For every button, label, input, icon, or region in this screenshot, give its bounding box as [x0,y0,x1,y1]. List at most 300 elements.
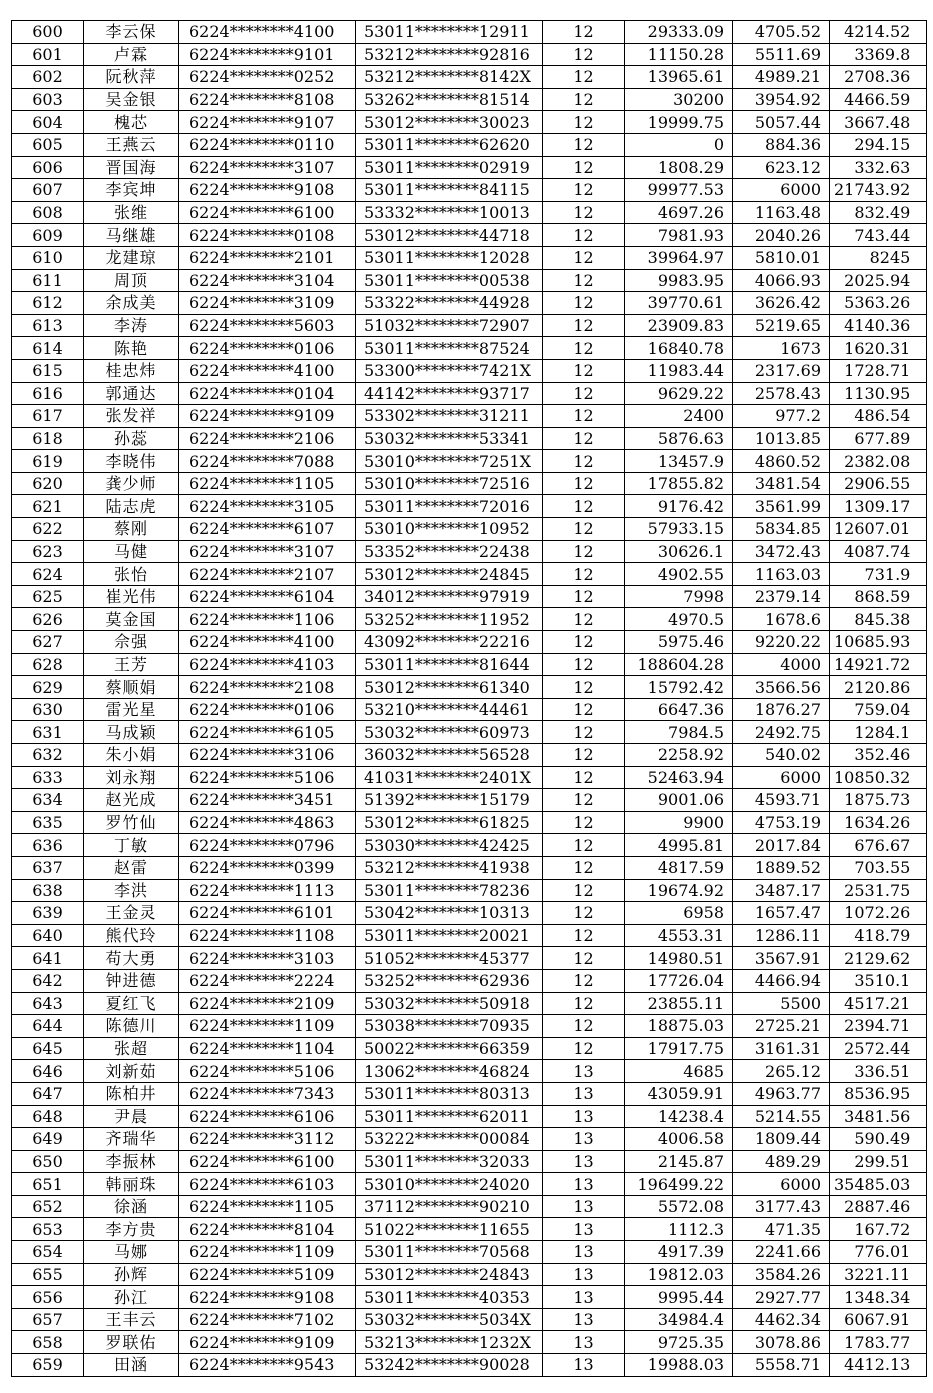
table-row [12,1150,927,1173]
amount-1-cell: 4902.55 [625,563,733,586]
amount-3-cell: 868.59 [830,585,927,608]
amount-2-cell: 5214.55 [733,1105,830,1128]
person-name-cell: 马继雄 [84,224,179,247]
row-number-cell: 602 [12,66,84,89]
table-row [12,1286,927,1309]
amount-3-cell: 486.54 [830,405,927,428]
amount-2-cell: 2379.14 [733,585,830,608]
table-row [12,179,927,202]
amount-3-cell: 4517.21 [830,992,927,1015]
amount-2-cell: 540.02 [733,744,830,767]
person-name-cell: 张维 [84,201,179,224]
row-number-cell: 642 [12,969,84,992]
amount-3-cell: 4412.13 [830,1354,927,1377]
amount-2-cell: 9220.22 [733,631,830,654]
bank-card-number-cell: 6224********6106 [179,1105,356,1128]
person-name-cell: 马健 [84,540,179,563]
amount-3-cell: 1620.31 [830,337,927,360]
bank-card-number-cell: 6224********9108 [179,179,356,202]
amount-3-cell: 1875.73 [830,789,927,812]
amount-1-cell: 5876.63 [625,427,733,450]
amount-3-cell: 1728.71 [830,359,927,382]
id-number-cell: 44142********93717 [356,382,543,405]
amount-3-cell: 418.79 [830,924,927,947]
amount-1-cell: 5572.08 [625,1195,733,1218]
table-row [12,156,927,179]
bank-card-number-cell: 6224********2107 [179,563,356,586]
id-number-cell: 36032********56528 [356,744,543,767]
person-name-cell: 佘强 [84,631,179,654]
month-count-cell: 13 [543,1241,625,1264]
amount-3-cell: 731.9 [830,563,927,586]
row-number-cell: 630 [12,698,84,721]
id-number-cell: 53011********62620 [356,133,543,156]
amount-3-cell: 21743.92 [830,179,927,202]
month-count-cell: 12 [543,359,625,382]
row-number-cell: 643 [12,992,84,1015]
bank-card-number-cell: 6224********8104 [179,1218,356,1241]
id-number-cell: 53210********44461 [356,698,543,721]
month-count-cell: 12 [543,721,625,744]
table-row [12,246,927,269]
bank-card-number-cell: 6224********4100 [179,359,356,382]
month-count-cell: 13 [543,1286,625,1309]
person-name-cell: 蔡刚 [84,518,179,541]
row-number-cell: 653 [12,1218,84,1241]
amount-3-cell: 4140.36 [830,314,927,337]
amount-3-cell: 1634.26 [830,811,927,834]
row-number-cell: 638 [12,879,84,902]
row-number-cell: 629 [12,676,84,699]
table-row [12,472,927,495]
amount-1-cell: 6647.36 [625,698,733,721]
table-row [12,1241,927,1264]
amount-1-cell: 52463.94 [625,766,733,789]
month-count-cell: 13 [543,1195,625,1218]
amount-1-cell: 4006.58 [625,1128,733,1151]
table-row [12,653,927,676]
bank-card-number-cell: 6224********1105 [179,472,356,495]
id-number-cell: 53030********42425 [356,834,543,857]
bank-card-number-cell: 6224********1106 [179,608,356,631]
amount-2-cell: 5810.01 [733,246,830,269]
table-row [12,43,927,66]
table-row [12,1082,927,1105]
month-count-cell: 12 [543,518,625,541]
amount-3-cell: 1072.26 [830,902,927,925]
person-name-cell: 吴金银 [84,88,179,111]
amount-1-cell: 7984.5 [625,721,733,744]
id-number-cell: 41031********2401X [356,766,543,789]
row-number-cell: 646 [12,1060,84,1083]
records-table [11,20,927,1377]
month-count-cell: 13 [543,1082,625,1105]
id-number-cell: 13062********46824 [356,1060,543,1083]
month-count-cell: 13 [543,1150,625,1173]
amount-1-cell: 5975.46 [625,631,733,654]
bank-card-number-cell: 6224********9109 [179,405,356,428]
table-row [12,902,927,925]
row-number-cell: 627 [12,631,84,654]
id-number-cell: 53038********70935 [356,1015,543,1038]
table-row [12,811,927,834]
amount-2-cell: 3584.26 [733,1263,830,1286]
person-name-cell: 李晓伟 [84,450,179,473]
amount-1-cell: 17917.75 [625,1037,733,1060]
amount-1-cell: 9983.95 [625,269,733,292]
bank-card-number-cell: 6224********2106 [179,427,356,450]
amount-2-cell: 2040.26 [733,224,830,247]
amount-1-cell: 0 [625,133,733,156]
table-row [12,744,927,767]
bank-card-number-cell: 6224********4100 [179,21,356,44]
person-name-cell: 孙蕊 [84,427,179,450]
row-number-cell: 634 [12,789,84,812]
row-number-cell: 632 [12,744,84,767]
amount-3-cell: 743.44 [830,224,927,247]
row-number-cell: 655 [12,1263,84,1286]
table-row [12,201,927,224]
id-number-cell: 53011********81644 [356,653,543,676]
month-count-cell: 12 [543,133,625,156]
person-name-cell: 余成美 [84,292,179,315]
table-row [12,88,927,111]
amount-3-cell: 10685.93 [830,631,927,654]
person-name-cell: 马成颖 [84,721,179,744]
row-number-cell: 606 [12,156,84,179]
amount-2-cell: 5500 [733,992,830,1015]
id-number-cell: 53011********78236 [356,879,543,902]
amount-3-cell: 5363.26 [830,292,927,315]
bank-card-number-cell: 6224********1105 [179,1195,356,1218]
row-number-cell: 614 [12,337,84,360]
table-row [12,111,927,134]
month-count-cell: 12 [543,563,625,586]
amount-3-cell: 4466.59 [830,88,927,111]
amount-2-cell: 5057.44 [733,111,830,134]
row-number-cell: 617 [12,405,84,428]
row-number-cell: 601 [12,43,84,66]
person-name-cell: 赵雷 [84,856,179,879]
bank-card-number-cell: 6224********2101 [179,246,356,269]
amount-2-cell: 3078.86 [733,1331,830,1354]
person-name-cell: 苟大勇 [84,947,179,970]
table-row [12,1308,927,1331]
row-number-cell: 607 [12,179,84,202]
amount-1-cell: 13965.61 [625,66,733,89]
person-name-cell: 韩丽珠 [84,1173,179,1196]
id-number-cell: 53011********12028 [356,246,543,269]
bank-card-number-cell: 6224********4100 [179,631,356,654]
person-name-cell: 蔡顺娟 [84,676,179,699]
amount-1-cell: 16840.78 [625,337,733,360]
amount-2-cell: 6000 [733,766,830,789]
bank-card-number-cell: 6224********1108 [179,924,356,947]
id-number-cell: 53252********62936 [356,969,543,992]
person-name-cell: 卢霖 [84,43,179,66]
row-number-cell: 645 [12,1037,84,1060]
id-number-cell: 53011********70568 [356,1241,543,1264]
month-count-cell: 13 [543,1218,625,1241]
row-number-cell: 631 [12,721,84,744]
amount-2-cell: 623.12 [733,156,830,179]
amount-2-cell: 3954.92 [733,88,830,111]
row-number-cell: 656 [12,1286,84,1309]
bank-card-number-cell: 6224********6103 [179,1173,356,1196]
table-row [12,224,927,247]
person-name-cell: 槐芯 [84,111,179,134]
id-number-cell: 53300********7421X [356,359,543,382]
bank-card-number-cell: 6224********6100 [179,1150,356,1173]
month-count-cell: 12 [543,156,625,179]
table-row [12,721,927,744]
person-name-cell: 龙建琼 [84,246,179,269]
person-name-cell: 钟进德 [84,969,179,992]
amount-2-cell: 6000 [733,1173,830,1196]
amount-3-cell: 6067.91 [830,1308,927,1331]
person-name-cell: 王芳 [84,653,179,676]
person-name-cell: 赵光成 [84,789,179,812]
amount-2-cell: 4593.71 [733,789,830,812]
amount-2-cell: 977.2 [733,405,830,428]
row-number-cell: 626 [12,608,84,631]
amount-1-cell: 29333.09 [625,21,733,44]
amount-2-cell: 4066.93 [733,269,830,292]
bank-card-number-cell: 6224********1109 [179,1015,356,1038]
amount-2-cell: 1286.11 [733,924,830,947]
person-name-cell: 陈艳 [84,337,179,360]
amount-1-cell: 2145.87 [625,1150,733,1173]
amount-3-cell: 4087.74 [830,540,927,563]
id-number-cell: 53352********22438 [356,540,543,563]
amount-1-cell: 6958 [625,902,733,925]
amount-3-cell: 2025.94 [830,269,927,292]
month-count-cell: 13 [543,1173,625,1196]
month-count-cell: 12 [543,834,625,857]
id-number-cell: 51022********11655 [356,1218,543,1241]
month-count-cell: 12 [543,902,625,925]
amount-1-cell: 19988.03 [625,1354,733,1377]
month-count-cell: 12 [543,450,625,473]
id-number-cell: 53012********61825 [356,811,543,834]
amount-1-cell: 188604.28 [625,653,733,676]
month-count-cell: 12 [543,766,625,789]
bank-card-number-cell: 6224********1113 [179,879,356,902]
table-row [12,608,927,631]
amount-1-cell: 23855.11 [625,992,733,1015]
person-name-cell: 孙江 [84,1286,179,1309]
amount-3-cell: 2906.55 [830,472,927,495]
month-count-cell: 12 [543,382,625,405]
table-row [12,676,927,699]
id-number-cell: 53322********44928 [356,292,543,315]
amount-1-cell: 11150.28 [625,43,733,66]
amount-1-cell: 18875.03 [625,1015,733,1038]
amount-2-cell: 2927.77 [733,1286,830,1309]
row-number-cell: 654 [12,1241,84,1264]
month-count-cell: 12 [543,111,625,134]
bank-card-number-cell: 6224********3104 [179,269,356,292]
month-count-cell: 12 [543,1015,625,1038]
amount-3-cell: 2572.44 [830,1037,927,1060]
id-number-cell: 53011********20021 [356,924,543,947]
amount-1-cell: 196499.22 [625,1173,733,1196]
amount-1-cell: 30626.1 [625,540,733,563]
month-count-cell: 12 [543,179,625,202]
amount-2-cell: 1657.47 [733,902,830,925]
amount-1-cell: 9995.44 [625,1286,733,1309]
id-number-cell: 53262********81514 [356,88,543,111]
month-count-cell: 12 [543,969,625,992]
row-number-cell: 624 [12,563,84,586]
bank-card-number-cell: 6224********8108 [179,88,356,111]
table-row [12,879,927,902]
amount-1-cell: 4970.5 [625,608,733,631]
bank-card-number-cell: 6224********0106 [179,337,356,360]
amount-2-cell: 1013.85 [733,427,830,450]
amount-3-cell: 35485.03 [830,1173,927,1196]
amount-1-cell: 9176.42 [625,495,733,518]
bank-card-number-cell: 6224********9543 [179,1354,356,1377]
row-number-cell: 605 [12,133,84,156]
amount-3-cell: 8245 [830,246,927,269]
row-number-cell: 651 [12,1173,84,1196]
amount-1-cell: 1112.3 [625,1218,733,1241]
table-row [12,21,927,44]
amount-1-cell: 19674.92 [625,879,733,902]
bank-card-number-cell: 6224********5106 [179,1060,356,1083]
bank-card-number-cell: 6224********0110 [179,133,356,156]
row-number-cell: 604 [12,111,84,134]
table-row [12,450,927,473]
row-number-cell: 657 [12,1308,84,1331]
person-name-cell: 龚少师 [84,472,179,495]
amount-2-cell: 1678.6 [733,608,830,631]
month-count-cell: 13 [543,1128,625,1151]
bank-card-number-cell: 6224********6104 [179,585,356,608]
month-count-cell: 12 [543,789,625,812]
table-row [12,1354,927,1377]
amount-2-cell: 3472.43 [733,540,830,563]
amount-2-cell: 4963.77 [733,1082,830,1105]
id-number-cell: 53011********12911 [356,21,543,44]
amount-3-cell: 1348.34 [830,1286,927,1309]
amount-3-cell: 336.51 [830,1060,927,1083]
bank-card-number-cell: 6224********0252 [179,66,356,89]
amount-3-cell: 8536.95 [830,1082,927,1105]
month-count-cell: 12 [543,21,625,44]
id-number-cell: 53252********11952 [356,608,543,631]
amount-3-cell: 2120.86 [830,676,927,699]
table-row [12,969,927,992]
person-name-cell: 张怡 [84,563,179,586]
person-name-cell: 雷光星 [84,698,179,721]
amount-1-cell: 4697.26 [625,201,733,224]
bank-card-number-cell: 6224********6100 [179,201,356,224]
amount-3-cell: 703.55 [830,856,927,879]
row-number-cell: 613 [12,314,84,337]
id-number-cell: 53032********53341 [356,427,543,450]
bank-card-number-cell: 6224********3107 [179,156,356,179]
id-number-cell: 53212********41938 [356,856,543,879]
amount-2-cell: 2317.69 [733,359,830,382]
row-number-cell: 620 [12,472,84,495]
month-count-cell: 12 [543,631,625,654]
amount-1-cell: 9001.06 [625,789,733,812]
month-count-cell: 12 [543,269,625,292]
row-number-cell: 639 [12,902,84,925]
row-number-cell: 647 [12,1082,84,1105]
id-number-cell: 53012********24845 [356,563,543,586]
amount-1-cell: 9725.35 [625,1331,733,1354]
id-number-cell: 53213********1232X [356,1331,543,1354]
amount-2-cell: 489.29 [733,1150,830,1173]
month-count-cell: 12 [543,1037,625,1060]
person-name-cell: 丁敏 [84,834,179,857]
id-number-cell: 53010********24020 [356,1173,543,1196]
bank-card-number-cell: 6224********0108 [179,224,356,247]
amount-2-cell: 3566.56 [733,676,830,699]
bank-card-number-cell: 6224********3106 [179,744,356,767]
row-number-cell: 641 [12,947,84,970]
person-name-cell: 陈德川 [84,1015,179,1038]
id-number-cell: 53042********10313 [356,902,543,925]
bank-card-number-cell: 6224********9109 [179,1331,356,1354]
month-count-cell: 12 [543,879,625,902]
person-name-cell: 崔光伟 [84,585,179,608]
table-row [12,1263,927,1286]
amount-3-cell: 3510.1 [830,969,927,992]
amount-1-cell: 7981.93 [625,224,733,247]
row-number-cell: 612 [12,292,84,315]
table-row [12,992,927,1015]
amount-3-cell: 845.38 [830,608,927,631]
bank-card-number-cell: 6224********6107 [179,518,356,541]
month-count-cell: 12 [543,405,625,428]
amount-2-cell: 5219.65 [733,314,830,337]
row-number-cell: 649 [12,1128,84,1151]
amount-3-cell: 832.49 [830,201,927,224]
row-number-cell: 618 [12,427,84,450]
amount-3-cell: 776.01 [830,1241,927,1264]
amount-2-cell: 1163.03 [733,563,830,586]
amount-3-cell: 3369.8 [830,43,927,66]
month-count-cell: 13 [543,1308,625,1331]
amount-3-cell: 759.04 [830,698,927,721]
amount-3-cell: 676.67 [830,834,927,857]
id-number-cell: 53302********31211 [356,405,543,428]
amount-3-cell: 12607.01 [830,518,927,541]
bank-card-number-cell: 6224********3107 [179,540,356,563]
row-number-cell: 608 [12,201,84,224]
table-row [12,1173,927,1196]
amount-3-cell: 2708.36 [830,66,927,89]
amount-1-cell: 1808.29 [625,156,733,179]
amount-2-cell: 5834.85 [733,518,830,541]
table-row [12,856,927,879]
amount-1-cell: 9629.22 [625,382,733,405]
person-name-cell: 李振林 [84,1150,179,1173]
bank-card-number-cell: 6224********1109 [179,1241,356,1264]
table-row [12,698,927,721]
person-name-cell: 徐涵 [84,1195,179,1218]
amount-2-cell: 2578.43 [733,382,830,405]
amount-2-cell: 4705.52 [733,21,830,44]
person-name-cell: 张超 [84,1037,179,1060]
amount-3-cell: 332.63 [830,156,927,179]
amount-1-cell: 19812.03 [625,1263,733,1286]
amount-2-cell: 3161.31 [733,1037,830,1060]
